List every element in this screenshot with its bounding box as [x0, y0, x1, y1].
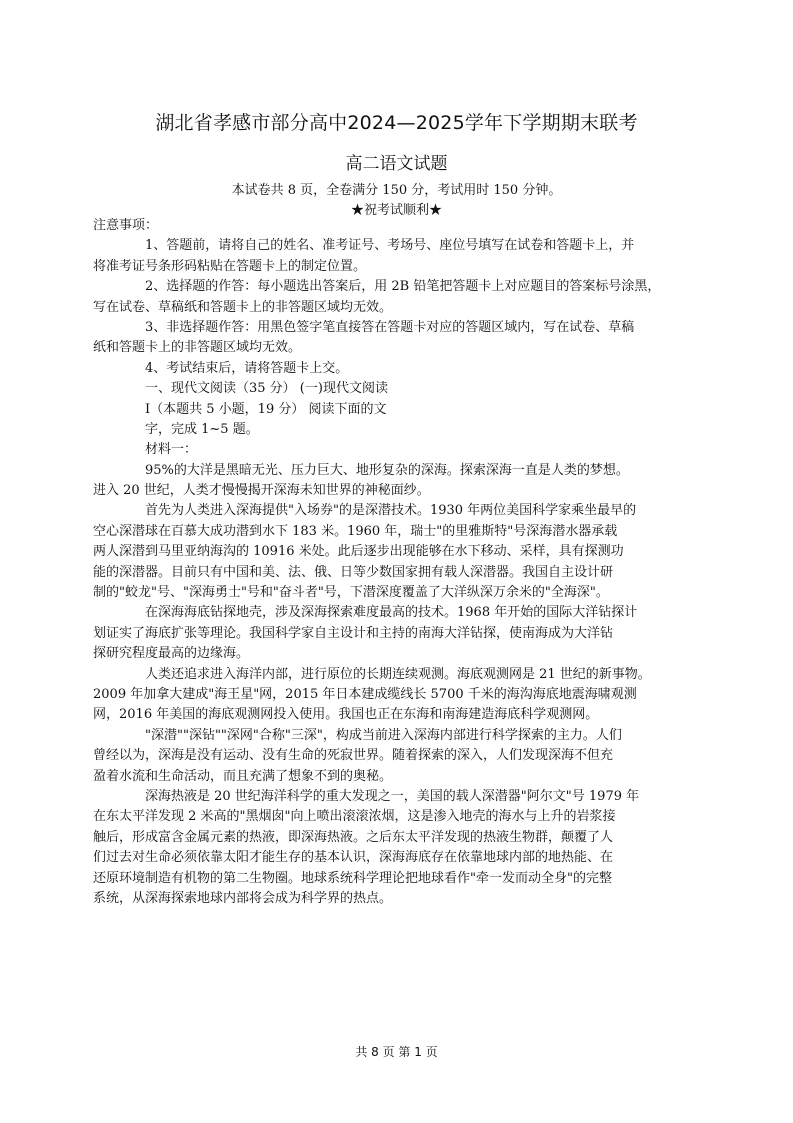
subsection-heading: Ⅰ（本题共 5 小题，19 分） 阅读下面的文 [145, 401, 387, 417]
exam-title: 湖北省孝感市部分高中2024—2025学年下学期期末联考 [155, 112, 638, 134]
text-line: 网，2016 年美国的海底观测网投入使用。我国也正在东海和南海建造海底科学观测网。 [93, 707, 599, 723]
text-line: 深海热液是 20 世纪海洋科学的重大发现之一，美国的载人深潜器"阿尔文"号 1979 年 [145, 788, 640, 804]
text-line: 4、考试结束后，请将答题卡上交。 [145, 360, 349, 376]
text-line: 还原环境制造有机物的第二生物圈。地球系统科学理论把地球看作"牵一发而动全身"的完整 [93, 870, 612, 886]
text-line: 系统，从深海探索地球内部将会成为科学界的热点。 [93, 890, 393, 906]
text-line: 盈着水流和生命活动，而且充满了想象不到的奥秘。 [93, 768, 393, 784]
exam-subtitle: 高二语文试题 [345, 154, 448, 174]
text-line: 进入 20 世纪，人类才慢慢揭开深海未知世界的神秘面纱。 [93, 483, 430, 499]
text-line: "深潜""深钻""深网"合称"三深"，构成当前进入深海内部进行科学探索的主力。人们 [145, 727, 622, 743]
notes-heading: 注意事项： [93, 218, 159, 233]
text-line: 95%的大洋是黑暗无光、压力巨大、地形复杂的深海。探索深海一直是人类的梦想。 [145, 462, 629, 478]
text-line: 探研究程度最高的边缘海。 [93, 646, 250, 662]
text-line: 在东太平洋发现 2 米高的"黑烟囱"向上喷出滚滚浓烟，这是渗入地壳的海水与上升的岩浆接 [93, 809, 616, 825]
material-label: 材料一： [145, 442, 198, 458]
text-line: 写在试卷、草稿纸和答题卡上的非答题区域均无效。 [93, 299, 393, 315]
exam-wish: ★祝考试顺利★ [350, 203, 442, 218]
text-line: 在深海海底钻探地壳，涉及深海探索难度最高的技术。1968 年开始的国际大洋钻探计 [145, 605, 638, 621]
text-line: 划证实了海底扩张等理论。我国科学家自主设计和主持的南海大洋钻探，使南海成为大洋钻 [93, 625, 614, 641]
text-line: 2009 年加拿大建成"海王星"网，2015 年日本建成缆线长 5700 千米的海沟海底地震海啸观测 [93, 686, 637, 702]
text-line: 两人深潜到马里亚纳海沟的 10916 米处。此后逐步出现能够在水下移动、采样，具有探测功 [93, 544, 624, 560]
text-line: 人类还追求进入海洋内部，进行原位的长期连续观测。海底观测网是 21 世纪的新事物。 [145, 666, 651, 682]
text-line: 能的深潜器。目前只有中国和美、法、俄、日等少数国家拥有载人深潜器。我国自主设计研 [93, 564, 614, 580]
text-line: 3、非选择题作答：用黑色签字笔直接答在答题卡对应的答题区域内，写在试卷、草稿 [145, 319, 635, 335]
page-footer: 共 8 页 第 1 页 [355, 1045, 438, 1059]
text-line: 制的"蛟龙"号、"深海勇士"号和"奋斗者"号，下潜深度覆盖了大洋纵深万余米的"全海深"。 [93, 585, 609, 601]
text-line: 们过去对生命必须依靠太阳才能生存的基本认识，深海海底存在依靠地球内部的地热能、在 [93, 850, 614, 866]
section-heading: 一、现代文阅读（35 分） (一)现代文阅读 [145, 381, 388, 397]
text-line: 字，完成 1~5 题。 [145, 421, 259, 437]
exam-body [93, 216, 684, 909]
text-line: 首先为人类进入深海提供"入场券"的是深潜技术。1930 年两位美国科学家乘坐最早的 [145, 503, 637, 519]
exam-meta: 本试卷共 8 页，全卷满分 150 分，考试用时 150 分钟。 [231, 183, 562, 198]
text-line: 1、答题前，请将自己的姓名、准考证号、考场号、座位号填写在试卷和答题卡上，并 [145, 238, 635, 254]
text-line: 曾经以为，深海是没有运动、没有生命的死寂世界。随着探索的深入，人们发现深海不但充 [93, 748, 614, 764]
text-line: 纸和答题卡上的非答题区域均无效。 [93, 340, 302, 356]
text-line: 触后，形成富含金属元素的热液，即深海热液。之后东太平洋发现的热液生物群，颠覆了人 [93, 829, 614, 845]
text-line: 2、选择题的作答：每小题选出答案后，用 2B 铅笔把答题卡上对应题目的答案标号涂黑， [145, 279, 661, 295]
text-line: 空心深潜球在百慕大成功潜到水下 183 米。1960 年，瑞士"的里雅斯特"号深海潜水器承载 [93, 523, 618, 539]
text-line: 将准考证号条形码粘贴在答题卡上的制定位置。 [93, 258, 367, 274]
